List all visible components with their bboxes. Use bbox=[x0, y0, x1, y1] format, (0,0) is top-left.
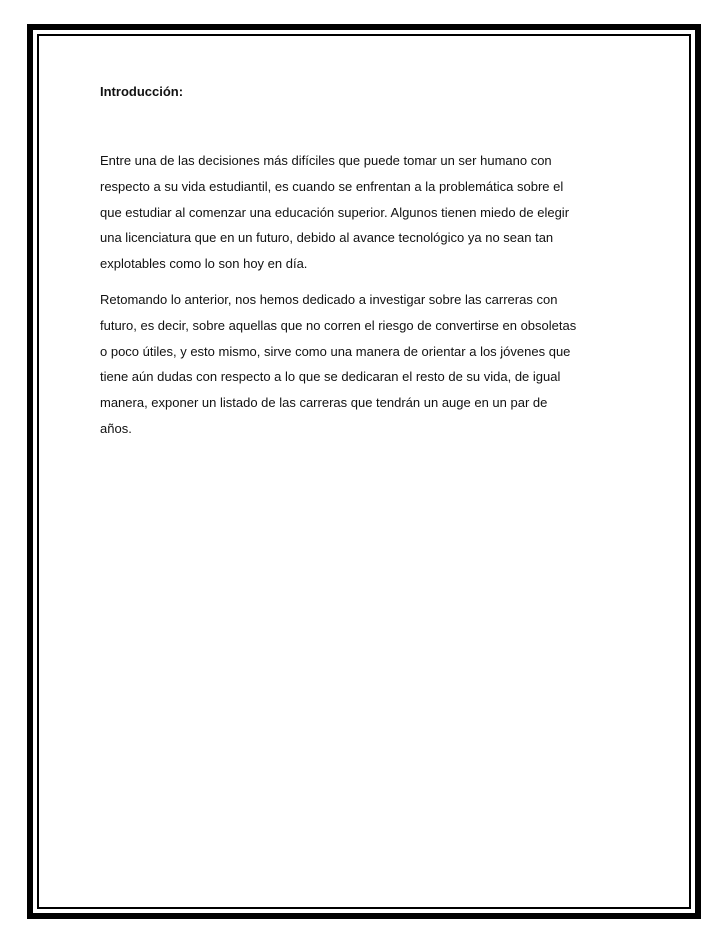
paragraph-2 bbox=[100, 287, 630, 442]
paragraph-line: que estudiar al comenzar una educación superior. Algunos tienen miedo de elegir bbox=[100, 204, 570, 220]
paragraph-line: futuro, es decir, sobre aquellas que no corren el riesgo de convertirse en obsoletas bbox=[100, 317, 577, 333]
document-body bbox=[100, 80, 630, 452]
paragraph-line: explotables como lo son hoy en día. bbox=[100, 256, 308, 272]
section-heading: Introducción: bbox=[100, 84, 184, 99]
paragraph-line: tiene aún dudas con respecto a lo que se dedicaran el resto de su vida, de igual bbox=[100, 369, 561, 385]
paragraph-line: manera, exponer un listado de las carreras que tendrán un auge en un par de bbox=[100, 395, 548, 411]
paragraph-line: respecto a su vida estudiantil, es cuando se enfrentan a la problemática sobre el bbox=[100, 178, 564, 194]
paragraph-line: Entre una de las decisiones más difíciles que puede tomar un ser humano con bbox=[100, 153, 552, 168]
paragraph-line: Retomando lo anterior, nos hemos dedicado a investigar sobre las carreras con bbox=[100, 291, 558, 307]
paragraph-line: años. bbox=[100, 420, 132, 436]
paragraph-line: o poco útiles, y esto mismo, sirve como una manera de orientar a los jóvenes que bbox=[100, 343, 571, 359]
paragraph-line: una licenciatura que en un futuro, debido al avance tecnológico ya no sean tan bbox=[100, 230, 554, 246]
paragraph-1 bbox=[100, 148, 630, 277]
